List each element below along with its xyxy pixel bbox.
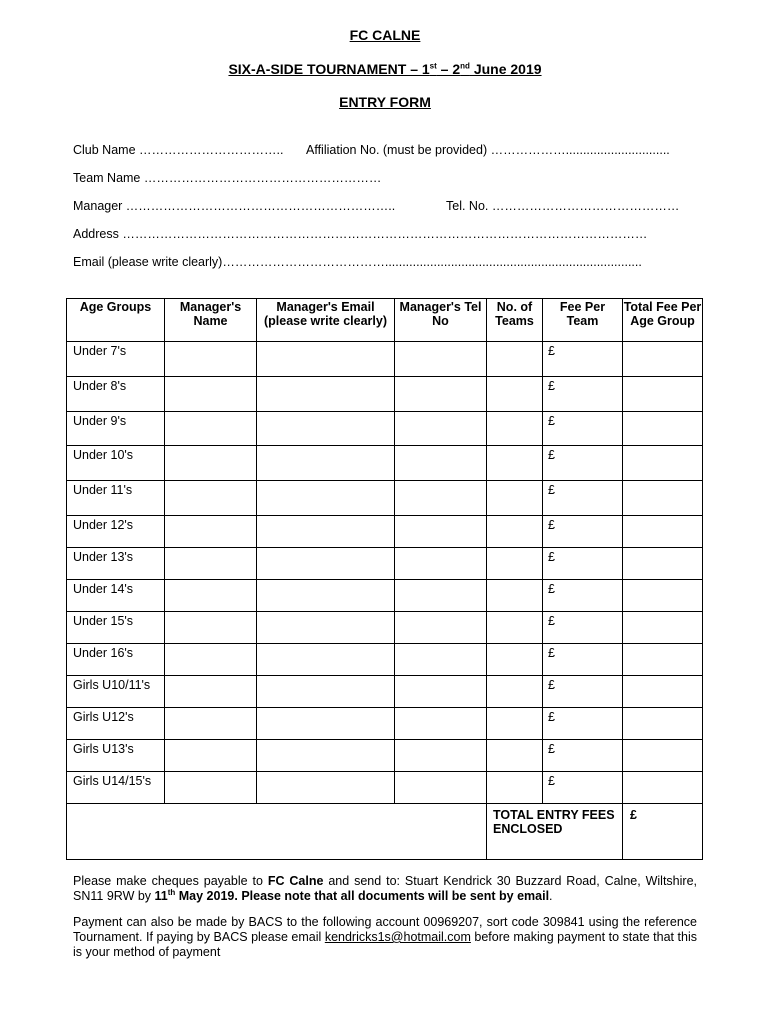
no-of-teams-cell[interactable] — [487, 516, 543, 548]
tournament-prefix: SIX-A-SIDE TOURNAMENT – 1 — [228, 61, 430, 77]
tournament-suffix: June 2019 — [469, 61, 542, 77]
age-group-cell: Girls U14/15's — [67, 772, 165, 804]
no-of-teams-cell[interactable] — [487, 708, 543, 740]
table-row — [67, 548, 703, 580]
fee-per-team-cell[interactable]: £ — [543, 342, 623, 377]
form-title: ENTRY FORM — [339, 94, 431, 110]
no-of-teams-cell[interactable] — [487, 548, 543, 580]
table-row — [67, 342, 703, 377]
table-row — [67, 676, 703, 708]
tournament-sup-1: st — [429, 61, 437, 71]
manager-name-cell[interactable] — [165, 412, 257, 446]
tournament-title — [0, 61, 770, 77]
manager-name-cell[interactable] — [165, 772, 257, 804]
total-row — [67, 804, 703, 860]
manager-email-cell[interactable] — [257, 772, 395, 804]
age-group-cell: Under 15's — [67, 612, 165, 644]
manager-tel-cell[interactable] — [395, 516, 487, 548]
email-field[interactable]: Email (please write clearly)………………………………….......................................................................... — [73, 255, 642, 269]
manager-email-cell[interactable] — [257, 708, 395, 740]
manager-email-cell[interactable] — [257, 548, 395, 580]
table-row — [67, 516, 703, 548]
team-name-field[interactable]: Team Name ………………………………………………… — [73, 171, 382, 185]
fee-per-team-cell[interactable]: £ — [543, 580, 623, 612]
manager-name-cell[interactable] — [165, 676, 257, 708]
total-fee-cell[interactable] — [623, 548, 703, 580]
manager-name-cell[interactable] — [165, 740, 257, 772]
no-of-teams-cell[interactable] — [487, 676, 543, 708]
total-pound-cell[interactable]: £ — [623, 804, 703, 860]
fee-per-team-cell[interactable]: £ — [543, 446, 623, 481]
p1-club: FC Calne — [267, 874, 324, 888]
manager-tel-cell[interactable] — [395, 481, 487, 516]
manager-email-cell[interactable] — [257, 676, 395, 708]
table-row — [67, 708, 703, 740]
manager-email-cell[interactable] — [257, 580, 395, 612]
address-field[interactable]: Address ……………………………………………………………………………………………………………… — [73, 227, 648, 241]
fee-per-team-cell[interactable]: £ — [543, 412, 623, 446]
manager-tel-cell[interactable] — [395, 580, 487, 612]
fee-per-team-cell[interactable]: £ — [543, 676, 623, 708]
manager-tel-cell[interactable] — [395, 446, 487, 481]
p1-date-a: 11 — [154, 889, 168, 903]
bacs-instructions — [73, 915, 697, 960]
total-fee-cell[interactable] — [623, 644, 703, 676]
table-row — [67, 377, 703, 412]
no-of-teams-cell[interactable] — [487, 342, 543, 377]
p1-date — [154, 887, 553, 903]
entry-table — [66, 298, 703, 860]
table-row — [67, 644, 703, 676]
total-label: TOTAL ENTRY FEES ENCLOSED — [487, 804, 623, 860]
manager-tel-cell[interactable] — [395, 612, 487, 644]
age-group-cell: Under 9's — [67, 412, 165, 446]
manager-tel-cell[interactable] — [395, 412, 487, 446]
header-manager-email: Manager's Email (please write clearly) — [257, 299, 395, 342]
header-manager-tel: Manager's Tel No — [395, 299, 487, 342]
fee-per-team-cell[interactable]: £ — [543, 516, 623, 548]
fee-per-team-cell[interactable]: £ — [543, 772, 623, 804]
total-fee-cell[interactable] — [623, 612, 703, 644]
manager-name-cell[interactable] — [165, 342, 257, 377]
header-fee-per-team: Fee Per Team — [543, 299, 623, 342]
total-fee-cell[interactable] — [623, 481, 703, 516]
no-of-teams-cell[interactable] — [487, 644, 543, 676]
no-of-teams-cell[interactable] — [487, 446, 543, 481]
total-fee-cell[interactable] — [623, 772, 703, 804]
tournament-mid: – 2 — [436, 61, 461, 77]
no-of-teams-cell[interactable] — [487, 580, 543, 612]
age-group-cell: Under 12's — [67, 516, 165, 548]
tournament-sup-2: nd — [460, 61, 470, 71]
table-row — [67, 612, 703, 644]
age-group-cell: Girls U13's — [67, 740, 165, 772]
fee-per-team-cell[interactable]: £ — [543, 644, 623, 676]
age-group-cell: Under 14's — [67, 580, 165, 612]
manager-tel-cell[interactable] — [395, 708, 487, 740]
no-of-teams-cell[interactable] — [487, 481, 543, 516]
manager-tel-cell[interactable] — [395, 548, 487, 580]
manager-tel-cell[interactable] — [395, 377, 487, 412]
table-row — [67, 446, 703, 481]
total-fee-cell[interactable] — [623, 446, 703, 481]
header-manager-name: Manager's Name — [165, 299, 257, 342]
total-fee-cell[interactable] — [623, 580, 703, 612]
header-age-groups: Age Groups — [67, 299, 165, 342]
total-fee-cell[interactable] — [623, 516, 703, 548]
manager-email-cell[interactable] — [257, 481, 395, 516]
manager-email-cell[interactable] — [257, 342, 395, 377]
manager-name-cell[interactable] — [165, 446, 257, 481]
cheque-instructions — [73, 874, 697, 904]
table-row — [67, 772, 703, 804]
table-row — [67, 740, 703, 772]
manager-email-cell[interactable] — [257, 446, 395, 481]
manager-tel-cell[interactable] — [395, 772, 487, 804]
affiliation-field[interactable]: Affiliation No. (must be provided) ……………….............................. — [306, 143, 670, 157]
manager-email-cell[interactable] — [257, 612, 395, 644]
p1-date-b: May 2019. Please note that all documents will be sent by email — [175, 889, 550, 903]
no-of-teams-cell[interactable] — [487, 377, 543, 412]
manager-name-cell[interactable] — [165, 612, 257, 644]
tel-no-field[interactable]: Tel. No. ……………………………………… — [446, 199, 680, 213]
manager-email-cell[interactable] — [257, 412, 395, 446]
table-row — [67, 412, 703, 446]
total-fee-cell[interactable] — [623, 740, 703, 772]
p1-date-sup: th — [167, 887, 176, 897]
table-header-row — [67, 299, 703, 342]
header-total-fee: Total Fee Per Age Group — [623, 299, 703, 342]
p1-text-b: and send to: Stuart Kendrick 30 Buzzard Road, Calne, Wiltshire, SN11 9RW by — [73, 874, 698, 903]
total-fee-cell[interactable] — [623, 412, 703, 446]
age-group-cell: Under 7's — [67, 342, 165, 377]
age-group-cell: Under 13's — [67, 548, 165, 580]
manager-tel-cell[interactable] — [395, 644, 487, 676]
total-fee-cell[interactable] — [623, 708, 703, 740]
fee-per-team-cell[interactable]: £ — [543, 708, 623, 740]
manager-tel-cell[interactable] — [395, 740, 487, 772]
manager-email-cell[interactable] — [257, 377, 395, 412]
table-row — [67, 580, 703, 612]
p2-text-a: Payment can also be made by BACS to the following account 00969207, sort code 309841 using the reference Tournament. If paying by BACS please email — [73, 915, 697, 944]
total-blank-cell — [67, 804, 487, 860]
age-group-cell: Under 16's — [67, 644, 165, 676]
age-group-cell: Under 8's — [67, 377, 165, 412]
contact-email-link[interactable]: kendricks1s@hotmail.com — [324, 930, 471, 944]
no-of-teams-cell[interactable] — [487, 740, 543, 772]
club-title: FC CALNE — [349, 27, 421, 43]
p1-text-a: Please make cheques payable to — [73, 874, 268, 888]
total-fee-cell[interactable] — [623, 342, 703, 377]
header-no-of-teams: No. of Teams — [487, 299, 543, 342]
fee-per-team-cell[interactable]: £ — [543, 481, 623, 516]
age-group-cell: Under 11's — [67, 481, 165, 516]
fee-per-team-cell[interactable]: £ — [543, 548, 623, 580]
manager-name-cell[interactable] — [165, 481, 257, 516]
manager-name-cell[interactable] — [165, 644, 257, 676]
age-group-cell: Under 10's — [67, 446, 165, 481]
fee-per-team-cell[interactable]: £ — [543, 377, 623, 412]
manager-name-cell[interactable] — [165, 516, 257, 548]
total-fee-cell[interactable] — [623, 676, 703, 708]
total-fee-cell[interactable] — [623, 377, 703, 412]
fee-per-team-cell[interactable]: £ — [543, 612, 623, 644]
manager-tel-cell[interactable] — [395, 676, 487, 708]
manager-name-cell[interactable] — [165, 377, 257, 412]
p2-text-b: before making payment to state that this is your method of payment — [73, 930, 697, 959]
table-row — [67, 481, 703, 516]
no-of-teams-cell[interactable] — [487, 772, 543, 804]
club-name-field[interactable]: Club Name …………………………….. — [73, 143, 284, 157]
fee-per-team-cell[interactable]: £ — [543, 740, 623, 772]
manager-tel-cell[interactable] — [395, 342, 487, 377]
manager-email-cell[interactable] — [257, 644, 395, 676]
age-group-cell: Girls U10/11's — [67, 676, 165, 708]
no-of-teams-cell[interactable] — [487, 612, 543, 644]
no-of-teams-cell[interactable] — [487, 412, 543, 446]
p1-end: . — [549, 889, 553, 903]
manager-field[interactable]: Manager ……………………………………………………….. — [73, 199, 396, 213]
manager-email-cell[interactable] — [257, 740, 395, 772]
age-group-cell: Girls U12's — [67, 708, 165, 740]
manager-email-cell[interactable] — [257, 516, 395, 548]
manager-name-cell[interactable] — [165, 708, 257, 740]
manager-name-cell[interactable] — [165, 548, 257, 580]
manager-name-cell[interactable] — [165, 580, 257, 612]
